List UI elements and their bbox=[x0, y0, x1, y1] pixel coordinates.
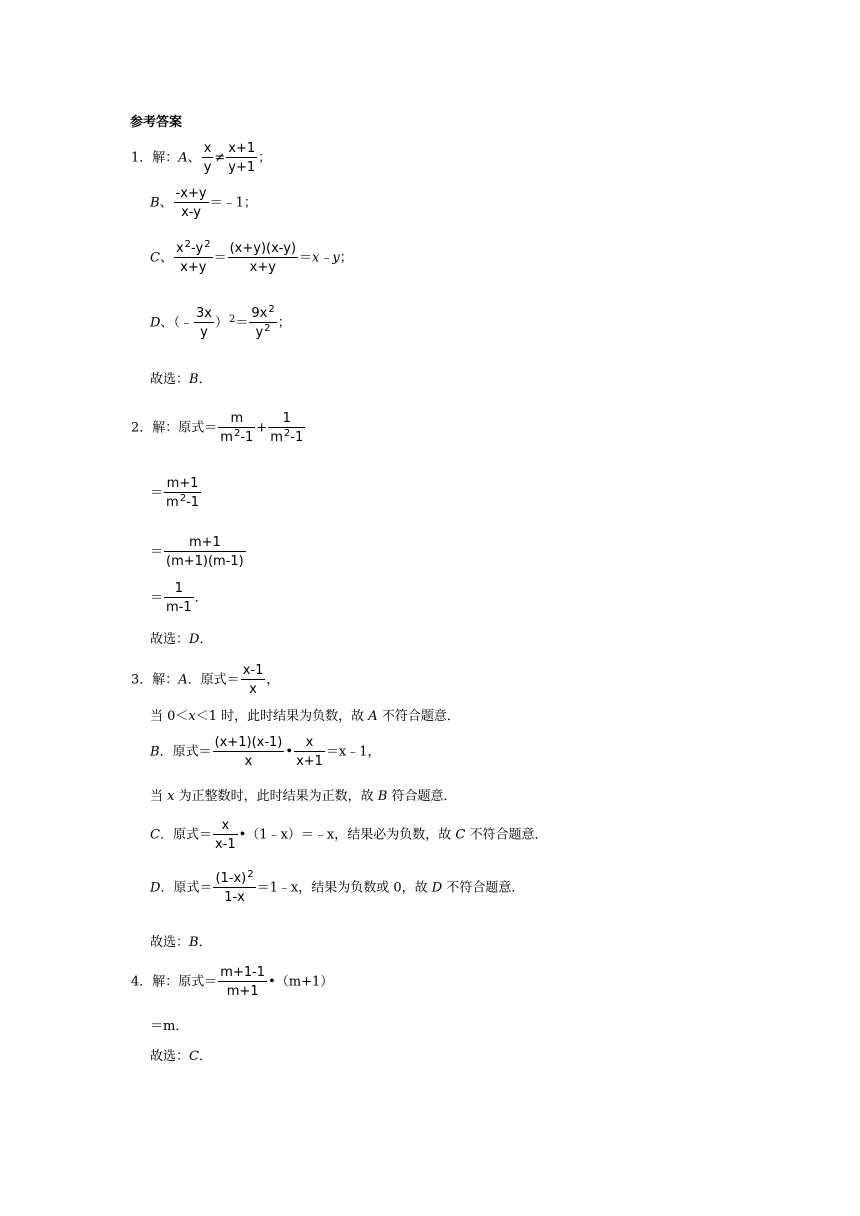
q1-label-a: A bbox=[178, 150, 188, 166]
q3-d-frac: $\frac{(1-x)^2}{1-x}$ bbox=[215, 869, 254, 905]
q1-c-tail: x﹣y bbox=[312, 250, 340, 266]
q2-step1-frac: $\frac{m+1}{m^2-1}$ bbox=[166, 476, 200, 510]
q2-step-2: ＝ $\frac{m+1}{(m+1)(m-1)}$ bbox=[150, 535, 244, 569]
q3-note-b: 当 x 为正整数时，此时结果为正数，故 B 符合题意． bbox=[150, 789, 457, 804]
q1-d-eq: ＝ bbox=[235, 315, 249, 331]
q4-line-1: 4．解：原式＝ $\frac{m+1-1}{m+1}$ •（m+1） bbox=[131, 965, 334, 999]
q1-line-c bbox=[150, 239, 353, 275]
q1-sep-b: 、 bbox=[159, 195, 173, 211]
q2-step3-frac: $\frac{1}{m-1}$ bbox=[166, 581, 192, 615]
q4-step: ＝m． bbox=[150, 1019, 189, 1034]
q3-line-c: C．原式＝ $\frac{x}{x-1}$ •（1﹣x）＝﹣x，结果必为负数，故 C 不符合题意． bbox=[150, 818, 548, 852]
q2-frac2: $\frac{1}{m^2-1}$ bbox=[270, 411, 304, 445]
q3-c-frac: $\frac{x}{x-1}$ bbox=[214, 818, 236, 852]
q1-d-pow: 2 bbox=[228, 313, 236, 325]
q1-label-b: B bbox=[150, 195, 160, 211]
q1-line-d bbox=[150, 304, 291, 340]
q1-a-frac1: $\frac{x}{y}$ bbox=[203, 141, 212, 175]
q4-frac: $\frac{m+1-1}{m+1}$ bbox=[220, 965, 266, 999]
q1-sep-a: 、 bbox=[187, 150, 201, 166]
q2-plus: + bbox=[256, 420, 268, 436]
q1-head: 1．解： bbox=[131, 150, 179, 166]
q4-answer: 故选：C． bbox=[150, 1049, 212, 1064]
q1-line-b bbox=[150, 187, 257, 219]
q1-c-eq1: ＝ bbox=[213, 250, 227, 266]
q1-d-frac2: $\frac{9x^2}{y^2}$ bbox=[251, 304, 275, 340]
q3-line-b: B．原式＝ $\frac{(x+1)(x-1)}{x}$ • $\frac{x}{x+1}$ ＝x﹣1， bbox=[150, 735, 381, 769]
q3-note-a: 当 0＜x＜1 时，此时结果为负数，故 A 不符合题意． bbox=[150, 709, 460, 724]
q1-d-open: （﹣ bbox=[173, 315, 193, 331]
q2-step-1: ＝ $\frac{m+1}{m^2-1}$ bbox=[150, 476, 200, 510]
q1-line-a bbox=[131, 142, 271, 174]
answer-heading: 参考答案 bbox=[130, 115, 183, 130]
q2-step-3: ＝ $\frac{1}{m-1}$ ． bbox=[150, 581, 208, 615]
q1-a-neq: ≠ bbox=[214, 150, 226, 166]
q1-b-tail: ＝﹣1； bbox=[209, 195, 257, 211]
q1-sep-d: 、 bbox=[160, 315, 174, 331]
q1-d-frac1: $\frac{3x}{y}$ bbox=[195, 306, 212, 340]
q1-answer: 故选：B． bbox=[150, 372, 212, 387]
q2-line-1 bbox=[131, 412, 306, 444]
q1-sep-c: 、 bbox=[159, 250, 173, 266]
q3-answer: 故选：B． bbox=[150, 935, 212, 950]
q2-frac1: $\frac{m}{m^2-1}$ bbox=[220, 411, 254, 445]
q3-line-a: 3．解：A．原式＝ $\frac{x-1}{x}$ ， bbox=[131, 663, 280, 697]
q3-line-d: D．原式＝ $\frac{(1-x)^2}{1-x}$ ＝1﹣x，结果为负数或 0，故 D 不符合题意． bbox=[150, 869, 525, 905]
q3-b-frac2: $\frac{x}{x+1}$ bbox=[296, 735, 323, 769]
q2-step2-frac: $\frac{m+1}{(m+1)(m-1)}$ bbox=[166, 535, 244, 569]
q1-c-frac1: $\frac{x^2-y^2}{x+y}$ bbox=[175, 239, 211, 275]
q3-b-frac1: $\frac{(x+1)(x-1)}{x}$ bbox=[214, 735, 283, 769]
q1-b-frac: $\frac{-x+y}{x-y}$ bbox=[175, 186, 207, 220]
q1-label-d: D bbox=[150, 315, 161, 331]
q1-c-end: ； bbox=[339, 250, 353, 266]
q1-c-frac2: $\frac{(x+y)(x-y)}{x+y}$ bbox=[229, 241, 297, 275]
q1-a-frac2: $\frac{x+1}{y+1}$ bbox=[228, 141, 256, 175]
q1-d-close: ） bbox=[214, 315, 228, 331]
q1-label-c: C bbox=[150, 250, 160, 266]
q3-a-frac: $\frac{x-1}{x}$ bbox=[242, 663, 264, 697]
q2-head: 2．解：原式＝ bbox=[131, 420, 218, 436]
q1-a-end: ； bbox=[258, 150, 272, 166]
q1-d-end: ； bbox=[277, 315, 291, 331]
q1-c-eq2: ＝ bbox=[299, 250, 313, 266]
q2-answer: 故选：D． bbox=[150, 632, 213, 647]
